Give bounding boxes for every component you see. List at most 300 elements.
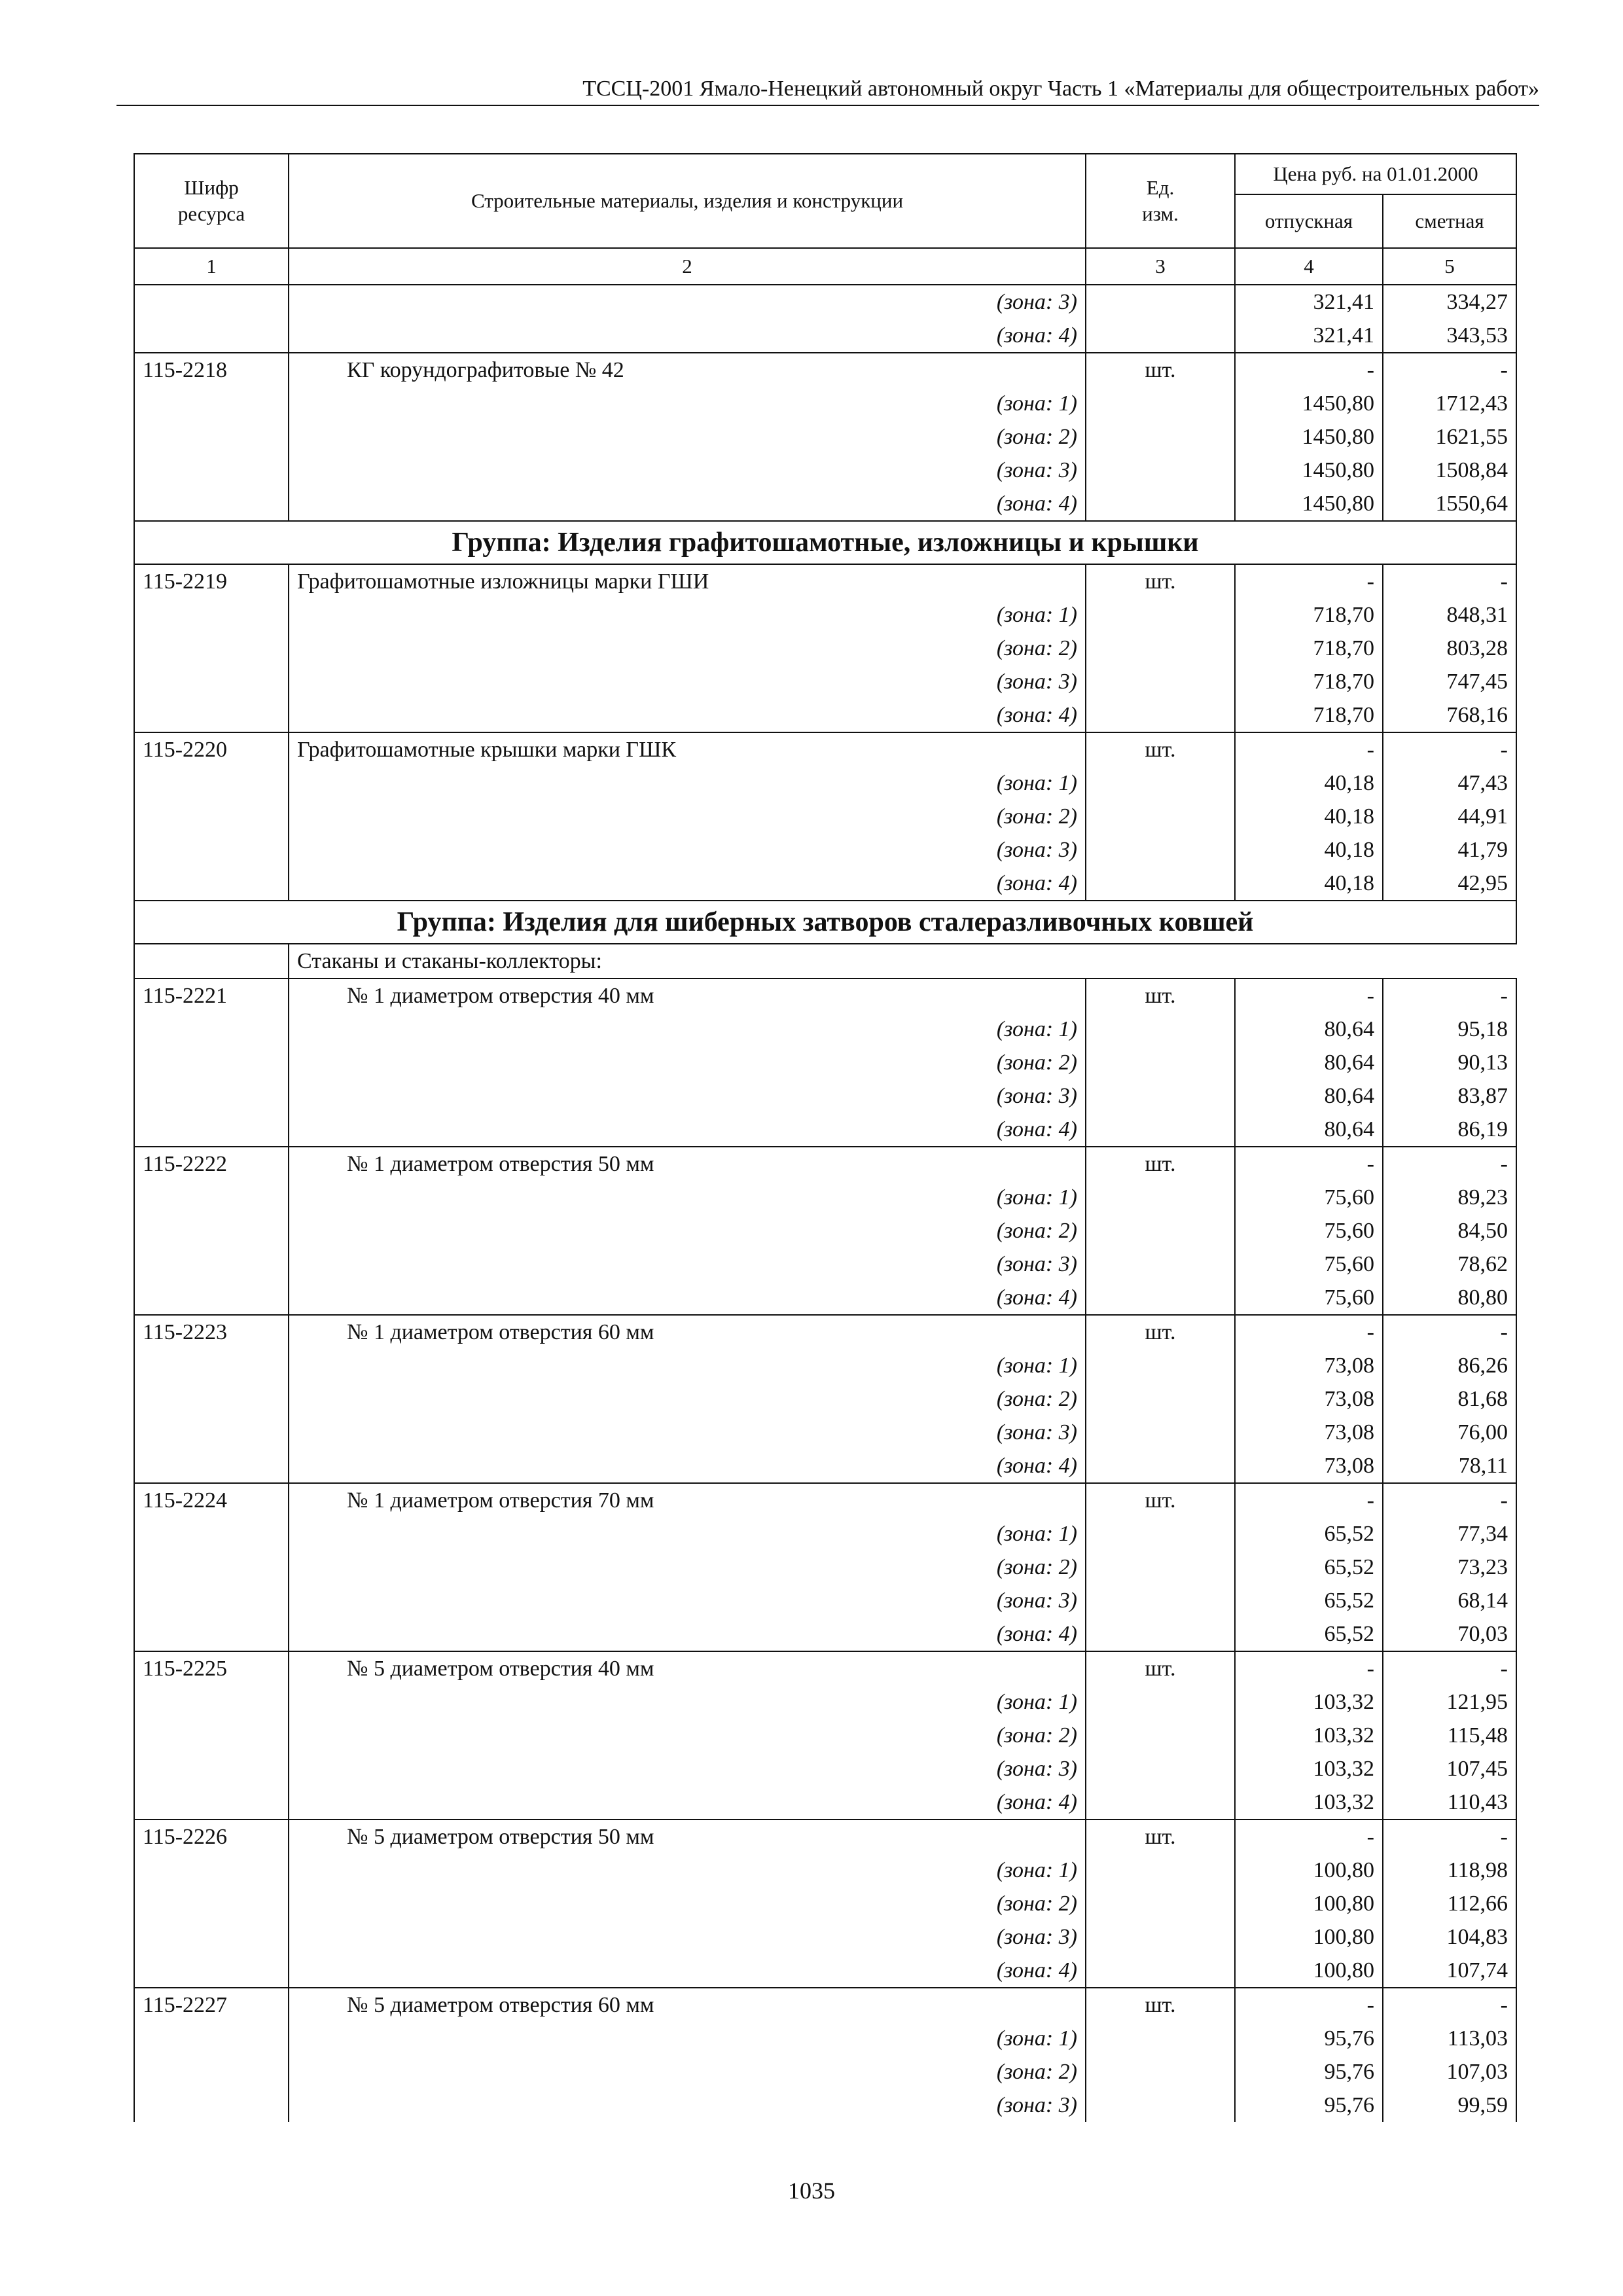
subgroup-code-cell xyxy=(134,944,289,978)
zone-row xyxy=(134,698,1516,732)
resource-unit xyxy=(1086,1617,1235,1651)
resource-unit xyxy=(1086,1079,1235,1113)
resource-name: Графитошамотные крышки марки ГШК xyxy=(289,732,1086,766)
estimate-price: 107,74 xyxy=(1383,1954,1516,1988)
zone-row xyxy=(134,632,1516,665)
resource-unit xyxy=(1086,2055,1235,2089)
zone-label: (зона: 3) xyxy=(289,665,1086,698)
resource-unit xyxy=(1086,1046,1235,1079)
release-price: - xyxy=(1235,353,1383,387)
resource-unit xyxy=(1086,1752,1235,1785)
zone-row xyxy=(134,1214,1516,1247)
resource-unit xyxy=(1086,420,1235,454)
resource-unit xyxy=(1086,454,1235,487)
zone-row xyxy=(134,2055,1516,2089)
zone-row xyxy=(134,1079,1516,1113)
resource-code: 115-2225 xyxy=(134,1651,289,1685)
resource-code xyxy=(134,632,289,665)
zone-row xyxy=(134,387,1516,420)
column-number-5: 5 xyxy=(1383,248,1516,285)
resource-code xyxy=(134,1046,289,1079)
group-heading: Группа: Изделия графитошамотные, изложницы и крышки xyxy=(134,521,1516,564)
resource-unit xyxy=(1086,766,1235,800)
resource-code: 115-2224 xyxy=(134,1483,289,1517)
column-header-code-line1: Шифр xyxy=(184,176,239,199)
resource-code: 115-2222 xyxy=(134,1147,289,1181)
zone-row xyxy=(134,420,1516,454)
estimate-price: 1712,43 xyxy=(1383,387,1516,420)
resource-unit: шт. xyxy=(1086,1147,1235,1181)
release-price: 75,60 xyxy=(1235,1181,1383,1214)
resource-unit: шт. xyxy=(1086,1651,1235,1685)
zone-row xyxy=(134,1551,1516,1584)
release-price: 80,64 xyxy=(1235,1113,1383,1147)
zone-row xyxy=(134,665,1516,698)
zone-label: (зона: 2) xyxy=(289,1382,1086,1416)
resource-code xyxy=(134,1113,289,1147)
zone-row xyxy=(134,319,1516,353)
resource-code xyxy=(134,1181,289,1214)
resource-code xyxy=(134,1887,289,1920)
resource-row xyxy=(134,1147,1516,1181)
zone-row xyxy=(134,1719,1516,1752)
zone-row xyxy=(134,2022,1516,2055)
zone-row xyxy=(134,1954,1516,1988)
estimate-price: 42,95 xyxy=(1383,867,1516,901)
resource-unit xyxy=(1086,285,1235,319)
resource-code xyxy=(134,1416,289,1449)
release-price: 103,32 xyxy=(1235,1752,1383,1785)
resource-unit xyxy=(1086,833,1235,867)
estimate-price: 78,11 xyxy=(1383,1449,1516,1483)
estimate-price: 68,14 xyxy=(1383,1584,1516,1617)
release-price: 718,70 xyxy=(1235,665,1383,698)
resource-row xyxy=(134,732,1516,766)
subgroup-label: Стаканы и стаканы-коллекторы: xyxy=(289,944,1516,978)
release-price: - xyxy=(1235,1820,1383,1854)
resource-name: № 5 диаметром отверстия 60 мм xyxy=(289,1988,1086,2022)
estimate-price: 81,68 xyxy=(1383,1382,1516,1416)
zone-row xyxy=(134,800,1516,833)
release-price: 65,52 xyxy=(1235,1617,1383,1651)
resource-code xyxy=(134,2089,289,2122)
estimate-price: 107,03 xyxy=(1383,2055,1516,2089)
zone-label: (зона: 3) xyxy=(289,285,1086,319)
resource-code xyxy=(134,1617,289,1651)
resource-unit: шт. xyxy=(1086,732,1235,766)
resource-row xyxy=(134,353,1516,387)
subgroup-row xyxy=(134,944,1516,978)
resource-unit xyxy=(1086,1920,1235,1954)
resource-unit xyxy=(1086,698,1235,732)
resource-unit xyxy=(1086,2022,1235,2055)
resource-unit xyxy=(1086,1719,1235,1752)
release-price: - xyxy=(1235,564,1383,598)
estimate-price: 95,18 xyxy=(1383,1013,1516,1046)
table-body xyxy=(134,285,1516,2122)
column-header-unit-line2: изм. xyxy=(1142,202,1179,225)
estimate-price: 47,43 xyxy=(1383,766,1516,800)
resource-unit xyxy=(1086,1584,1235,1617)
estimate-price: 104,83 xyxy=(1383,1920,1516,1954)
release-price: 75,60 xyxy=(1235,1281,1383,1315)
estimate-price: - xyxy=(1383,732,1516,766)
estimate-price: 803,28 xyxy=(1383,632,1516,665)
resource-unit xyxy=(1086,1785,1235,1820)
resource-code xyxy=(134,1685,289,1719)
zone-row xyxy=(134,1887,1516,1920)
estimate-price: 1550,64 xyxy=(1383,487,1516,521)
estimate-price: - xyxy=(1383,1651,1516,1685)
zone-label: (зона: 2) xyxy=(289,1214,1086,1247)
estimate-price: 44,91 xyxy=(1383,800,1516,833)
estimate-price: 110,43 xyxy=(1383,1785,1516,1820)
estimate-price: - xyxy=(1383,1820,1516,1854)
zone-label: (зона: 1) xyxy=(289,766,1086,800)
release-price: - xyxy=(1235,978,1383,1013)
column-number-2: 2 xyxy=(289,248,1086,285)
resource-unit xyxy=(1086,1349,1235,1382)
zone-row xyxy=(134,1584,1516,1617)
zone-label: (зона: 1) xyxy=(289,1013,1086,1046)
estimate-price: 118,98 xyxy=(1383,1854,1516,1887)
estimate-price: - xyxy=(1383,1988,1516,2022)
resource-code xyxy=(134,2055,289,2089)
column-header-release-price: отпускная xyxy=(1235,194,1383,248)
resource-row xyxy=(134,1820,1516,1854)
resource-code xyxy=(134,1785,289,1820)
zone-label: (зона: 3) xyxy=(289,454,1086,487)
release-price: 40,18 xyxy=(1235,766,1383,800)
release-price: 1450,80 xyxy=(1235,487,1383,521)
resource-code xyxy=(134,1551,289,1584)
zone-row xyxy=(134,487,1516,521)
zone-label: (зона: 4) xyxy=(289,319,1086,353)
zone-row xyxy=(134,833,1516,867)
estimate-price: 747,45 xyxy=(1383,665,1516,698)
resource-name: № 1 диаметром отверстия 70 мм xyxy=(289,1483,1086,1517)
zone-label: (зона: 2) xyxy=(289,1719,1086,1752)
zone-label: (зона: 2) xyxy=(289,1887,1086,1920)
zone-label: (зона: 1) xyxy=(289,2022,1086,2055)
release-price: 100,80 xyxy=(1235,1887,1383,1920)
release-price: 1450,80 xyxy=(1235,420,1383,454)
resource-code xyxy=(134,1719,289,1752)
zone-label: (зона: 4) xyxy=(289,1449,1086,1483)
resource-code xyxy=(134,420,289,454)
release-price: 103,32 xyxy=(1235,1719,1383,1752)
resource-unit xyxy=(1086,1214,1235,1247)
estimate-price: - xyxy=(1383,564,1516,598)
resource-row xyxy=(134,1651,1516,1685)
resource-unit xyxy=(1086,1517,1235,1551)
resource-code xyxy=(134,1954,289,1988)
table-header xyxy=(134,154,1516,285)
resource-code xyxy=(134,1281,289,1315)
zone-row xyxy=(134,1517,1516,1551)
resource-unit: шт. xyxy=(1086,1820,1235,1854)
resource-code xyxy=(134,285,289,319)
release-price: - xyxy=(1235,1147,1383,1181)
release-price: 100,80 xyxy=(1235,1854,1383,1887)
zone-label: (зона: 4) xyxy=(289,487,1086,521)
zone-row xyxy=(134,1752,1516,1785)
column-header-code xyxy=(134,154,289,248)
zone-row xyxy=(134,2089,1516,2122)
release-price: - xyxy=(1235,732,1383,766)
resource-row xyxy=(134,978,1516,1013)
release-price: 80,64 xyxy=(1235,1013,1383,1046)
zone-label: (зона: 1) xyxy=(289,1181,1086,1214)
resource-name: № 5 диаметром отверстия 50 мм xyxy=(289,1820,1086,1854)
resource-unit xyxy=(1086,1887,1235,1920)
column-number-4: 4 xyxy=(1235,248,1383,285)
resource-unit: шт. xyxy=(1086,1315,1235,1349)
group-heading-row xyxy=(134,901,1516,944)
release-price: 73,08 xyxy=(1235,1349,1383,1382)
column-header-name: Строительные материалы, изделия и конструкции xyxy=(289,154,1086,248)
estimate-price: 768,16 xyxy=(1383,698,1516,732)
resource-unit: шт. xyxy=(1086,564,1235,598)
estimate-price: 113,03 xyxy=(1383,2022,1516,2055)
zone-label: (зона: 4) xyxy=(289,1281,1086,1315)
zone-label: (зона: 3) xyxy=(289,1079,1086,1113)
resource-code xyxy=(134,2022,289,2055)
zone-row xyxy=(134,598,1516,632)
zone-row xyxy=(134,1785,1516,1820)
estimate-price: 86,26 xyxy=(1383,1349,1516,1382)
estimate-price: 78,62 xyxy=(1383,1247,1516,1281)
zone-label: (зона: 1) xyxy=(289,1685,1086,1719)
estimate-price: 1508,84 xyxy=(1383,454,1516,487)
resource-code xyxy=(134,1752,289,1785)
release-price: 103,32 xyxy=(1235,1685,1383,1719)
column-number-3: 3 xyxy=(1086,248,1235,285)
resource-name: КГ корундографитовые № 42 xyxy=(289,353,1086,387)
release-price: - xyxy=(1235,1988,1383,2022)
resource-code xyxy=(134,1449,289,1483)
resource-code xyxy=(134,665,289,698)
zone-row xyxy=(134,1247,1516,1281)
release-price: 73,08 xyxy=(1235,1382,1383,1416)
zone-row xyxy=(134,1349,1516,1382)
estimate-price: 80,80 xyxy=(1383,1281,1516,1315)
estimate-price: 343,53 xyxy=(1383,319,1516,353)
zone-row xyxy=(134,1046,1516,1079)
resource-unit: шт. xyxy=(1086,1988,1235,2022)
column-header-estimate-price: сметная xyxy=(1383,194,1516,248)
estimate-price: 73,23 xyxy=(1383,1551,1516,1584)
release-price: 65,52 xyxy=(1235,1551,1383,1584)
zone-row xyxy=(134,454,1516,487)
resource-name: Графитошамотные изложницы марки ГШИ xyxy=(289,564,1086,598)
resource-unit xyxy=(1086,1954,1235,1988)
resource-code xyxy=(134,1247,289,1281)
resource-unit xyxy=(1086,1416,1235,1449)
estimate-price: 1621,55 xyxy=(1383,420,1516,454)
resource-name: № 1 диаметром отверстия 50 мм xyxy=(289,1147,1086,1181)
resource-code xyxy=(134,1013,289,1046)
column-header-unit xyxy=(1086,154,1235,248)
release-price: 75,60 xyxy=(1235,1247,1383,1281)
column-number-1: 1 xyxy=(134,248,289,285)
resource-unit xyxy=(1086,387,1235,420)
zone-row xyxy=(134,1449,1516,1483)
estimate-price: 70,03 xyxy=(1383,1617,1516,1651)
resource-unit xyxy=(1086,1382,1235,1416)
release-price: 73,08 xyxy=(1235,1416,1383,1449)
resource-code xyxy=(134,319,289,353)
resource-code xyxy=(134,698,289,732)
resource-code: 115-2223 xyxy=(134,1315,289,1349)
resource-code xyxy=(134,867,289,901)
release-price: - xyxy=(1235,1651,1383,1685)
release-price: 718,70 xyxy=(1235,632,1383,665)
zone-label: (зона: 4) xyxy=(289,1617,1086,1651)
resource-unit xyxy=(1086,1113,1235,1147)
release-price: - xyxy=(1235,1483,1383,1517)
zone-label: (зона: 2) xyxy=(289,2055,1086,2089)
release-price: 95,76 xyxy=(1235,2055,1383,2089)
zone-label: (зона: 1) xyxy=(289,1517,1086,1551)
zone-row xyxy=(134,285,1516,319)
zone-row xyxy=(134,1013,1516,1046)
zone-label: (зона: 4) xyxy=(289,1785,1086,1820)
column-header-price: Цена руб. на 01.01.2000 xyxy=(1235,154,1516,194)
estimate-price: 121,95 xyxy=(1383,1685,1516,1719)
resource-unit: шт. xyxy=(1086,1483,1235,1517)
group-heading-row xyxy=(134,521,1516,564)
estimate-price: - xyxy=(1383,1147,1516,1181)
resource-code xyxy=(134,766,289,800)
column-header-unit-line1: Ед. xyxy=(1146,176,1175,199)
estimate-price: 76,00 xyxy=(1383,1416,1516,1449)
release-price: 65,52 xyxy=(1235,1584,1383,1617)
resource-name: № 1 диаметром отверстия 40 мм xyxy=(289,978,1086,1013)
resource-code: 115-2221 xyxy=(134,978,289,1013)
resource-code xyxy=(134,1382,289,1416)
release-price: 1450,80 xyxy=(1235,454,1383,487)
release-price: 718,70 xyxy=(1235,598,1383,632)
resource-unit xyxy=(1086,319,1235,353)
resource-code xyxy=(134,1079,289,1113)
resource-code xyxy=(134,454,289,487)
release-price: 100,80 xyxy=(1235,1920,1383,1954)
estimate-price: 84,50 xyxy=(1383,1214,1516,1247)
running-header: ТССЦ-2001 Ямало-Ненецкий автономный округ Часть 1 «Материалы для общестроительных работ» xyxy=(116,73,1539,106)
zone-label: (зона: 1) xyxy=(289,387,1086,420)
column-header-code-line2: ресурса xyxy=(177,202,245,225)
release-price: 80,64 xyxy=(1235,1079,1383,1113)
release-price: 718,70 xyxy=(1235,698,1383,732)
zone-label: (зона: 2) xyxy=(289,420,1086,454)
resource-unit xyxy=(1086,1551,1235,1584)
release-price: 80,64 xyxy=(1235,1046,1383,1079)
estimate-price: - xyxy=(1383,1315,1516,1349)
resource-row xyxy=(134,1315,1516,1349)
estimate-price: 99,59 xyxy=(1383,2089,1516,2122)
zone-label: (зона: 1) xyxy=(289,1854,1086,1887)
zone-label: (зона: 4) xyxy=(289,1954,1086,1988)
resource-unit xyxy=(1086,867,1235,901)
resource-code xyxy=(134,1349,289,1382)
release-price: 40,18 xyxy=(1235,800,1383,833)
zone-row xyxy=(134,867,1516,901)
zone-row xyxy=(134,1920,1516,1954)
zone-label: (зона: 2) xyxy=(289,800,1086,833)
zone-row xyxy=(134,1181,1516,1214)
estimate-price: 334,27 xyxy=(1383,285,1516,319)
resource-code: 115-2218 xyxy=(134,353,289,387)
release-price: 40,18 xyxy=(1235,867,1383,901)
zone-label: (зона: 2) xyxy=(289,632,1086,665)
zone-row xyxy=(134,1685,1516,1719)
resource-unit xyxy=(1086,487,1235,521)
release-price: 40,18 xyxy=(1235,833,1383,867)
resource-code xyxy=(134,387,289,420)
resource-unit xyxy=(1086,598,1235,632)
resource-code xyxy=(134,1584,289,1617)
resource-unit xyxy=(1086,1281,1235,1315)
resource-code: 115-2226 xyxy=(134,1820,289,1854)
release-price: 1450,80 xyxy=(1235,387,1383,420)
resource-code xyxy=(134,833,289,867)
estimate-price: 89,23 xyxy=(1383,1181,1516,1214)
zone-label: (зона: 3) xyxy=(289,1584,1086,1617)
zone-label: (зона: 4) xyxy=(289,1113,1086,1147)
zone-label: (зона: 1) xyxy=(289,1349,1086,1382)
estimate-price: 90,13 xyxy=(1383,1046,1516,1079)
resource-unit xyxy=(1086,1449,1235,1483)
resource-code xyxy=(134,598,289,632)
estimate-price: 848,31 xyxy=(1383,598,1516,632)
release-price: 321,41 xyxy=(1235,319,1383,353)
resource-unit: шт. xyxy=(1086,978,1235,1013)
resource-row xyxy=(134,1988,1516,2022)
resource-code xyxy=(134,1214,289,1247)
resource-name: № 5 диаметром отверстия 40 мм xyxy=(289,1651,1086,1685)
release-price: 321,41 xyxy=(1235,285,1383,319)
estimate-price: 77,34 xyxy=(1383,1517,1516,1551)
zone-label: (зона: 3) xyxy=(289,1920,1086,1954)
estimate-price: 86,19 xyxy=(1383,1113,1516,1147)
resource-unit xyxy=(1086,1013,1235,1046)
resource-row xyxy=(134,564,1516,598)
resource-unit xyxy=(1086,1247,1235,1281)
release-price: 95,76 xyxy=(1235,2089,1383,2122)
resource-code xyxy=(134,1920,289,1954)
resource-unit xyxy=(1086,632,1235,665)
release-price: 65,52 xyxy=(1235,1517,1383,1551)
estimate-price: - xyxy=(1383,353,1516,387)
resource-code xyxy=(134,1854,289,1887)
resource-unit xyxy=(1086,665,1235,698)
resource-row xyxy=(134,1483,1516,1517)
estimate-price: 83,87 xyxy=(1383,1079,1516,1113)
resource-code xyxy=(134,800,289,833)
resource-unit xyxy=(1086,1685,1235,1719)
zone-label: (зона: 3) xyxy=(289,1416,1086,1449)
zone-row xyxy=(134,1617,1516,1651)
resource-unit xyxy=(1086,800,1235,833)
release-price: 73,08 xyxy=(1235,1449,1383,1483)
zone-label: (зона: 3) xyxy=(289,1247,1086,1281)
resource-unit xyxy=(1086,1181,1235,1214)
resource-code xyxy=(134,1517,289,1551)
zone-label: (зона: 3) xyxy=(289,2089,1086,2122)
zone-row xyxy=(134,1382,1516,1416)
zone-row xyxy=(134,766,1516,800)
